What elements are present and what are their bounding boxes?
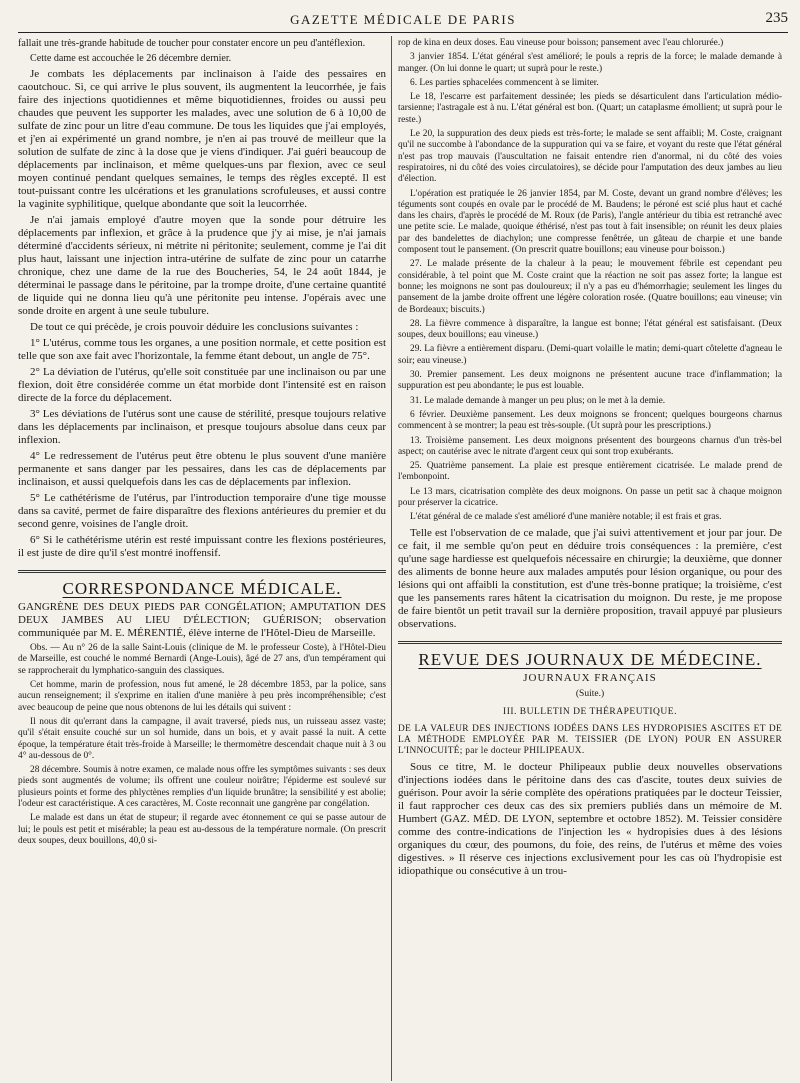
paragraph: fallait une très-grande habitude de toucher pour constater encore un peu d'antéflexion. bbox=[18, 38, 366, 49]
paragraph: Sous ce titre, M. le docteur Philipeaux publie deux nouvelles observations d'injections iodées dans le péritoine dans des cas d'ascite, toutes deux suivies de guérison. Pour avoir la série complète des opérations pratiquées par le docteur Teissier, il faut rapprocher ces deux cas des six premiers publiés dans un mémoire de M. Humbert (GAZ. MÉD. DE LYON, septembre et octobre 1852). M. Teissier considère comme des contre-indications de l'injection les « hydropisies dues à des lésions organiques du cœur, des poumons, du foie, des reins, de l'utérus et même des voies digestives. » Il réserve ces injections exclusivement pour les cas où l'hydropisie est idiopathique ou consécutive à un trou- bbox=[398, 760, 782, 877]
left-column bbox=[18, 38, 386, 1078]
paragraph: 31. Le malade demande à manger un peu plus; on le met à la demie. bbox=[410, 395, 666, 406]
conclusion-item: 5° Le cathétérisme de l'utérus, par l'introduction temporaire d'une tige mousse dans sa cavité, permet de faire disparaître des flexions antérieures du premier et du second genre, voisines de l'angle droit. bbox=[18, 492, 386, 531]
section-subtitle: JOURNAUX FRANÇAIS bbox=[523, 671, 657, 684]
paragraph: 29. La fièvre a entièrement disparu. (Demi-quart volaille le matin; demi-quart côtelette d'agneau le soir; eau vineuse.) bbox=[398, 344, 782, 366]
paragraph: Je combats les déplacements par inclinaison à l'aide des pessaires en caoutchouc. Si, ce qui arrive le plus souvent, ils augmentent la leucorrhée, je fais faire des injections quotidiennes et même biquotidiennes, froides ou aussi peu chaudes que peuvent les supporter les malades, avec une solution de 6 à 10,00 de sulfate de zinc pour un litre d'eau commune. De tous les liquides que j'ai employés, et j'en ai expérimenté un grand nombre, je n'en ai pas trouvé de meilleur que la solution de sulfate de zinc à la dose que je viens d'indiquer. J'ai guéri beaucoup de déplacements par inclinaison, et même quelques-uns par flexion, avec ce seul moyen continué pendant quelques semaines, le temps des règles excepté. Il est tout-puissant contre les ulcérations et les granulations scrofuleuses, et aussi contre la vaginite syphilitique, quelque abondante que soit la leucorrhée. bbox=[18, 68, 386, 211]
paragraph: L'état général de ce malade s'est amélioré d'une manière notable; il est frais et gras. bbox=[410, 512, 722, 523]
suite-label: (Suite.) bbox=[575, 688, 605, 699]
conclusion-item: 4° Le redressement de l'utérus peut être obtenu le plus souvent d'une manière permanente et sans danger par les pessaires, dans les cas de déplacements par inclinaison, et aussi quelquefois dans les cas de déplacements par inflexion. bbox=[18, 450, 386, 489]
paragraph: Obs. — Au n° 26 de la salle Saint-Louis (clinique de M. le professeur Coste), à l'Hôtel-Dieu de Marseille, est couché le nommé Bernardi (Ange-Louis), âgé de 27 ans, d'un tempérament qui se rapprocherait du lymphatico-sanguin des classiques. bbox=[18, 643, 386, 676]
paragraph: Le 13 mars, cicatrisation complète des deux moignons. On passe un petit sac à chaque moignon pour préserver la cicatrice. bbox=[398, 486, 782, 508]
section-title: REVUE DES JOURNAUX DE MÉDECINE. bbox=[418, 649, 762, 669]
conclusion-item: 3° Les déviations de l'utérus sont une cause de stérilité, presque toujours relative dans les déplacements par inclinaison, et presque toujours absolue dans ceux par inflexion. bbox=[18, 408, 386, 447]
conclusion-item: 1° L'utérus, comme tous les organes, a une position normale, et cette position est telle que son axe fait avec l'horizontale, la femme étant debout, un angle de 75°. bbox=[18, 337, 386, 363]
article-title: DE LA VALEUR DES INJECTIONS IODÉES DANS LES HYDROPISIES ASCITES ET DE LA MÉTHODE EMPLOYÉE PAR M. TEISSIER (DE LYON) POUR EN ASSURER L'INNOCUITÉ; par le docteur PHILIPEAUX. bbox=[398, 723, 782, 757]
page-number: 235 bbox=[765, 10, 788, 26]
paragraph: 25. Quatrième pansement. La plaie est presque entièrement cicatrisée. Le malade prend de l'embonpoint. bbox=[398, 461, 782, 483]
paragraph: 13. Troisième pansement. Les deux moignons présentent des bourgeons charnus d'un très-bel aspect; on cautérise avec le nitrate d'argent ceux qui sont trop exubérants. bbox=[398, 435, 782, 457]
paragraph: 27. Le malade présente de la chaleur à la peau; le mouvement fébrile est cependant peu considérable, à tel point que M. Coste craint que la réaction ne soit pas assez forte; la langue est bonne; les moignons ne sont pas douloureux; il n'y a pas eu d'hémorrhagie; seulement les linges du pansement de la jambe droite offrent une légère coloration rosée. (Quatre bouillons; eau vineuse; vin de Bordeaux; biscuits.) bbox=[398, 259, 782, 315]
section-rule bbox=[398, 641, 782, 644]
paragraph: Le 20, la suppuration des deux pieds est très-forte; le malade se sent affaibli; M. Coste, craignant qu'il ne succombe à l'abondance de la suppuration qui va se faire, et voyant du reste que l'état général n'est pas trop mauvais (l'auscultation ne faisait entendre rien d'anormal, ni du côté des voies respiratoires, ni du côté des voies circulatoires), se décide pour l'amputation des deux jambes au lieu d'élection. bbox=[398, 129, 782, 185]
paragraph: Je n'ai jamais employé d'autre moyen que la sonde pour détruire les déplacements par inflexion, et grâce à la prudence que j'y ai mise, je n'ai jamais déterminé d'accidents sérieux, ni métrite ni péritonite; seulement, comme je l'ai dit plus haut, laissant une injection intra-utérine de sulfate de zinc pour un catarrhe chronique, chez une dame de la rue des Boucheries, 54, le 24 août 1844, je déterminai le passage dans le péritoine, par la trompe droite, d'une certaine quantité de liquide qui ne donna lieu qu'à une péritonite peu intense. J'opérais avec une sonde droite en argent à une seule tubulure. bbox=[18, 214, 386, 318]
paragraph: rop de kina en deux doses. Eau vineuse pour boisson; pansement avec l'eau chlorurée.) bbox=[398, 38, 724, 48]
paragraph: 3 janvier 1854. L'état général s'est amélioré; le pouls a repris de la force; le malade demande à manger. (On lui donne le quart; ut suprà pour le reste.) bbox=[398, 52, 782, 74]
article-title: GANGRÈNE DES DEUX PIEDS PAR CONGÉLATION; AMPUTATION DES DEUX JAMBES AU LIEU D'ÉLECTION; GUÉRISON; observation communiquée par M. E. MÉRENTIÉ, élève interne de l'Hôtel-Dieu de Marseille. bbox=[18, 601, 386, 640]
journal-title: GAZETTE MÉDICALE DE PARIS bbox=[290, 12, 516, 27]
section-rule bbox=[18, 570, 386, 573]
right-column bbox=[398, 38, 782, 1078]
paragraph: Le malade est dans un état de stupeur; il regarde avec étonnement ce qui se passe autour de lui; le pouls est petit et misérable; la peau est au-dessous de la température normale. (On prescrit deux soupes, deux bouillons, 40,0 si- bbox=[18, 813, 386, 846]
page-header bbox=[18, 10, 788, 33]
paragraph: 6 février. Deuxième pansement. Les deux moignons se froncent; quelques bourgeons charnus commencent à se montrer; la peau est très-souple. (Ut suprà pour les prescriptions.) bbox=[398, 409, 782, 432]
conclusion-item: 2° La déviation de l'utérus, qu'elle soit constituée par une inclinaison ou par une flexion, doit être considérée comme un état morbide dont l'intensité est en raison directe de la force du déplacement. bbox=[18, 366, 386, 405]
paragraph: L'opération est pratiquée le 26 janvier 1854, par M. Coste, devant un grand nombre d'élèves; les téguments sont coupés en ovale par le procédé de M. Baudens; le péroné est scié plus haut et caché dans les chairs, d'après le procédé de M. Roux (de Paris), l'angle antérieur du tibia est retranché avec une petite scie. Le malade, quoique éthérisé, n'est pas tout à fait insensible; on réunit les deux plaies par des bandelettes de diachylon; une compresse fenêtrée, un gâteau de charpie et une bande composent tout le pansement. (On prescrit quatre bouillons; eau vineuse pour boisson.) bbox=[398, 188, 782, 256]
paragraph: Le 18, l'escarre est parfaitement dessinée; les pieds se désarticulent dans l'articulation médio-tarsienne; l'astragale est à nu. L'état général est bon. (Quart; un cataplasme émollient; ut suprà pour le reste.) bbox=[398, 92, 782, 125]
paragraph: Telle est l'observation de ce malade, que j'ai suivi attentivement et jour par jour. De ce fait, il me semble qu'on peut en déduire trois conséquences : la première, c'est qu'une sage hardiesse est quelquefois nécessaire en chirurgie; la deuxième, que donner des aliments de bonne heure aux malades amputés pour lésion organique, ou pour des lésions qui ont affaibli la constitution, est d'une très-bonne pratique; la troisième, c'est que les pansements rares hâtent la cicatrisation du moignon. Du reste, je me propose de faire bientôt un petit travail sur la dernière proposition, travail appuyé par plusieurs observations. bbox=[398, 526, 782, 630]
paragraph: 28. La fièvre commence à disparaître, la langue est bonne; l'état général est satisfaisant. (Deux soupes, deux bouillons; eau vineuse.) bbox=[398, 318, 782, 341]
paragraph: Cette dame est accouchée le 26 décembre dernier. bbox=[30, 53, 232, 65]
section-title: CORRESPONDANCE MÉDICALE. bbox=[62, 579, 342, 599]
conclusion-item: 6° Si le cathétérisme utérin est resté impuissant contre les flexions postérieures, il est juste de dire qu'il s'est montré inoffensif. bbox=[18, 534, 386, 560]
paragraph: De tout ce qui précède, je crois pouvoir déduire les conclusions suivantes : bbox=[30, 321, 359, 334]
paragraph: 6. Les parties sphacelées commencent à se limiter. bbox=[410, 77, 599, 88]
paragraph: 28 décembre. Soumis à notre examen, ce malade nous offre les symptômes suivants : ses deux pieds sont augmentés de volume; ils offrent une couleur noirâtre; l'épiderme est soulevé sur plusieurs points et forme des phlyctènes remplies d'un liquide brunâtre; la sensibilité y est abolie; l'odeur est caractéristique. A ces caractères, M. Coste reconnait une gangrène par congélation. bbox=[18, 765, 386, 809]
column-divider bbox=[391, 36, 392, 1081]
paragraph: Cet homme, marin de profession, nous fut amené, le 28 décembre 1853, par la police, sans aucun renseignement; il s'exprime en italien d'une manière à peu près incompréhensible; c'est avec beaucoup de peine que nous obtenons de lui les détails qui suivent : bbox=[18, 680, 386, 713]
paragraph: 30. Premier pansement. Les deux moignons ne présentent aucune trace d'inflammation; la suppuration est peu abondante; le pus est louable. bbox=[398, 370, 782, 392]
paragraph: Il nous dit qu'errant dans la campagne, il avait traversé, pieds nus, un ruisseau assez vaste; qu'il s'était ensuite couché sur un sol humide, dans un bois, et y avait passé la nuit. A cette époque, la température était très-froide à Marseille; le thermomètre descendait chaque nuit à 3 ou 4° au-dessous de 0°. bbox=[18, 716, 386, 761]
bulletin-heading: III. BULLETIN DE THÉRAPEUTIQUE. bbox=[503, 706, 677, 717]
